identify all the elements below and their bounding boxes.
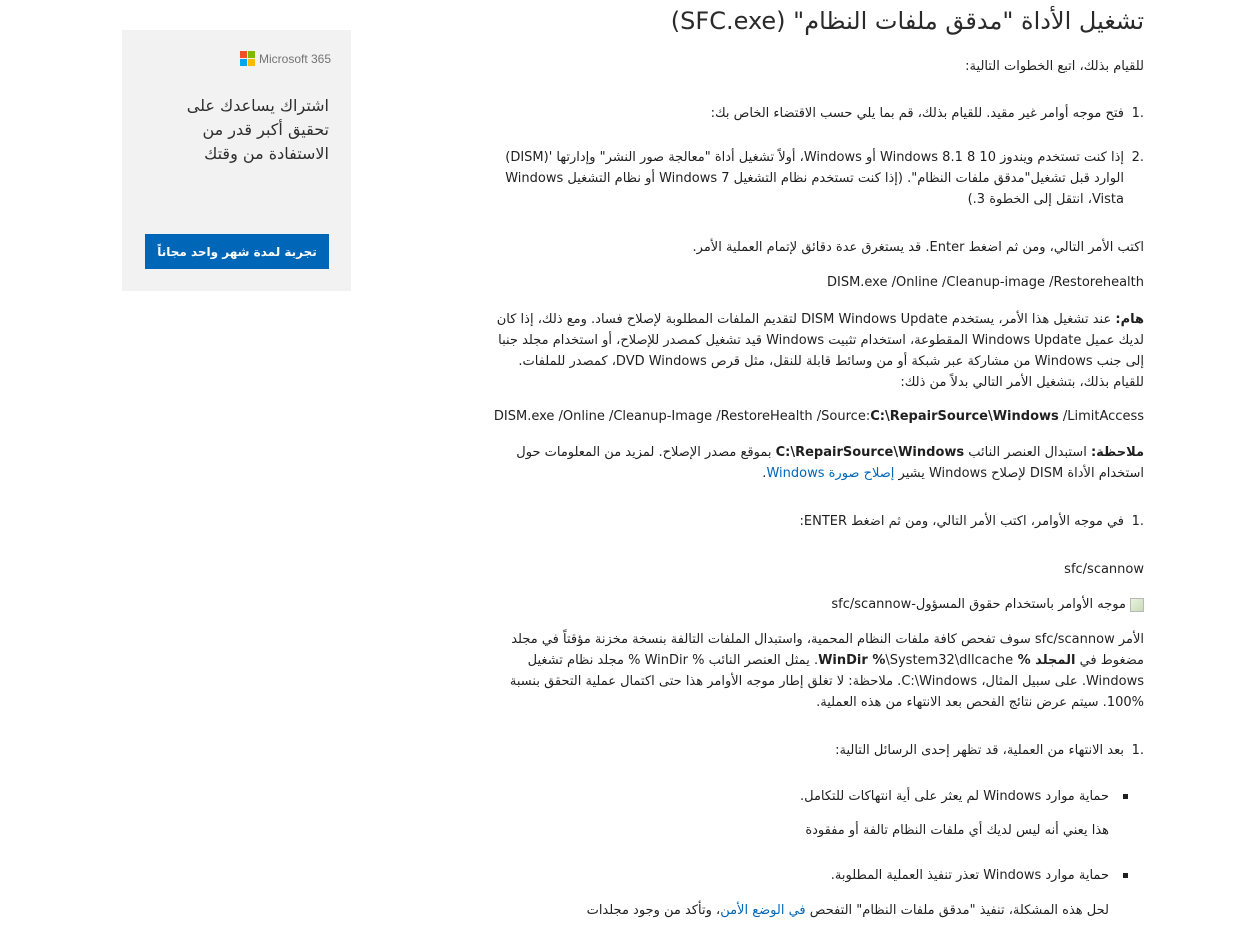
note-label: ملاحظة: xyxy=(1090,445,1144,460)
repair-windows-image-link[interactable]: إصلاح صورة Windows xyxy=(766,466,895,481)
microsoft-365-logo xyxy=(240,51,331,66)
message-text: حماية موارد Windows لم يعثر على أية انتهاكات للتكامل. xyxy=(799,789,1109,804)
message-text: حماية موارد Windows تعذر تنفيذ العملية المطلوبة. xyxy=(830,868,1109,883)
sfc-command: sfc/scannow xyxy=(1064,562,1144,577)
image-alt-text: موجه الأوامر باستخدام حقوق المسؤول-sfc/scannow xyxy=(831,597,1126,612)
step-text-line: Vista، انتقل إلى الخطوة 3.) xyxy=(967,192,1124,207)
step-text: فتح موجه أوامر غير مقيد. للقيام بذلك، قم بما يلي حسب الاقتضاء الخاص بك: xyxy=(710,106,1124,121)
note-text: عند تشغيل هذا الأمر، يستخدم DISM Windows Update لتقديم الملفات المطلوبة لإصلاح فساد. ومع ذلك، إذا كان xyxy=(496,312,1116,327)
important-note xyxy=(444,309,1144,393)
step-text: في موجه الأوامر، اكتب الأمر التالي، ومن ثم اضغط ENTER: xyxy=(799,514,1124,529)
important-label: هام: xyxy=(1115,312,1144,327)
type-command-instruction: اكتب الأمر التالي، ومن ثم اضغط Enter. قد يستغرق عدة دقائق لإتمام العملية الأمر. xyxy=(692,240,1144,255)
brand-name: Microsoft 365 xyxy=(259,51,332,66)
step-number: .1 xyxy=(1131,106,1144,121)
step-text-line: الوارد قبل تشغيل"مدقق ملفات النظام". (إذا كنت تستخدم نظام التشغيل Windows 7 أو نظام التشغيل Windows xyxy=(505,171,1124,186)
free-trial-button[interactable]: تجربة لمدة شهر واحد مجاناً xyxy=(145,234,329,269)
description-line: الأمر sfc/scannow سوف تفحص كافة ملفات النظام المحمية، واستبدال الملفات التالفة بنسخة مخزنة مؤقتاً في مجلد xyxy=(511,632,1144,647)
placeholder-note: ملاحظة: استبدال العنصر النائب C:\RepairSource\Windows بموقع مصدر الإصلاح. لمزيد من المعلومات حول استخدام الأداة DISM لإصلاح Windows يشير إصلاح صورة Windows. xyxy=(516,445,1144,481)
page-title: تشغيل الأداة "مدقق ملفات النظام" (SFC.exe) xyxy=(670,7,1144,35)
step-4 xyxy=(444,740,1144,761)
step-3 xyxy=(444,511,1144,532)
dism-source-command: DISM.exe /Online /Cleanup-Image /RestoreHealth /Source:C:\RepairSource\Windows /LimitAccess xyxy=(493,409,1144,424)
message-explanation: هذا يعني أنه ليس لديك أي ملفات النظام تالفة أو مفقودة xyxy=(805,823,1109,838)
article xyxy=(430,0,1144,922)
intro-text: للقيام بذلك، اتبع الخطوات التالية: xyxy=(965,59,1144,74)
sfc-description xyxy=(444,629,1144,713)
step-number: .2 xyxy=(1131,150,1144,165)
step-1 xyxy=(444,103,1144,124)
note-text: للقيام بذلك، بتشغيل الأمر التالي بدلاً من ذلك: xyxy=(900,375,1144,390)
step-2 xyxy=(444,147,1144,210)
description-line: 100%. سيتم عرض نتائج الفحص بعد الانتهاء من هذه العملية. xyxy=(816,695,1144,710)
command-prompt-image xyxy=(831,594,1144,615)
microsoft-logo-icon xyxy=(240,51,255,66)
description-line: Windows. على سبيل المثال، C:\Windows. ملاحظة: لا تغلق إطار موجه الأوامر هذا حتى اكتمال عملية التحقق بنسبة xyxy=(509,674,1144,689)
step-text: بعد الانتهاء من العملية، قد تظهر إحدى الرسائل التالية: xyxy=(835,743,1124,758)
safe-mode-link[interactable]: في الوضع الأمن xyxy=(720,903,806,918)
step-number: .1 xyxy=(1131,514,1144,529)
microsoft-365-ad xyxy=(122,30,351,291)
step-text-line: إذا كنت تستخدم ويندوز 10 8 Windows 8.1 أو Windows، أولاً تشغيل أداة "معالجة صور النشر" وإدارتها '(DISM) xyxy=(505,150,1124,165)
description-line: مضغوط في المجلد % WinDir %\System32\dllcache. يمثل العنصر النائب % WinDir % مجلد نظام تشغيل xyxy=(527,653,1144,668)
message-explanation: لحل هذه المشكلة، تنفيذ "مدقق ملفات النظام" التفحص في الوضع الأمن، وتأكد من وجود مجلدات xyxy=(586,903,1109,918)
result-message-1 xyxy=(444,786,1144,846)
bullet-icon xyxy=(1123,794,1128,799)
step-number: .1 xyxy=(1131,743,1144,758)
dism-command: DISM.exe /Online /Cleanup-image /Restorehealth xyxy=(826,275,1144,290)
result-message-2 xyxy=(444,865,1144,925)
ad-text: اشتراك يساعدك على تحقيق أكبر قدر من الاستفادة من وقتك xyxy=(186,96,329,163)
note-text: إلى جنب Windows من مشاركة عبر شبكة أو من وسائط قابلة للنقل، مثل قرص DVD Windows، كمصدر للملفات. xyxy=(518,354,1144,369)
note-text: لديك عميل Windows Update المقطوعة، استخدام تثبيت Windows قيد تشغيل كمصدر للإصلاح، أو استخدام مجلد جنبا xyxy=(498,333,1144,348)
broken-image-icon xyxy=(1130,598,1144,612)
bullet-icon xyxy=(1123,873,1128,878)
